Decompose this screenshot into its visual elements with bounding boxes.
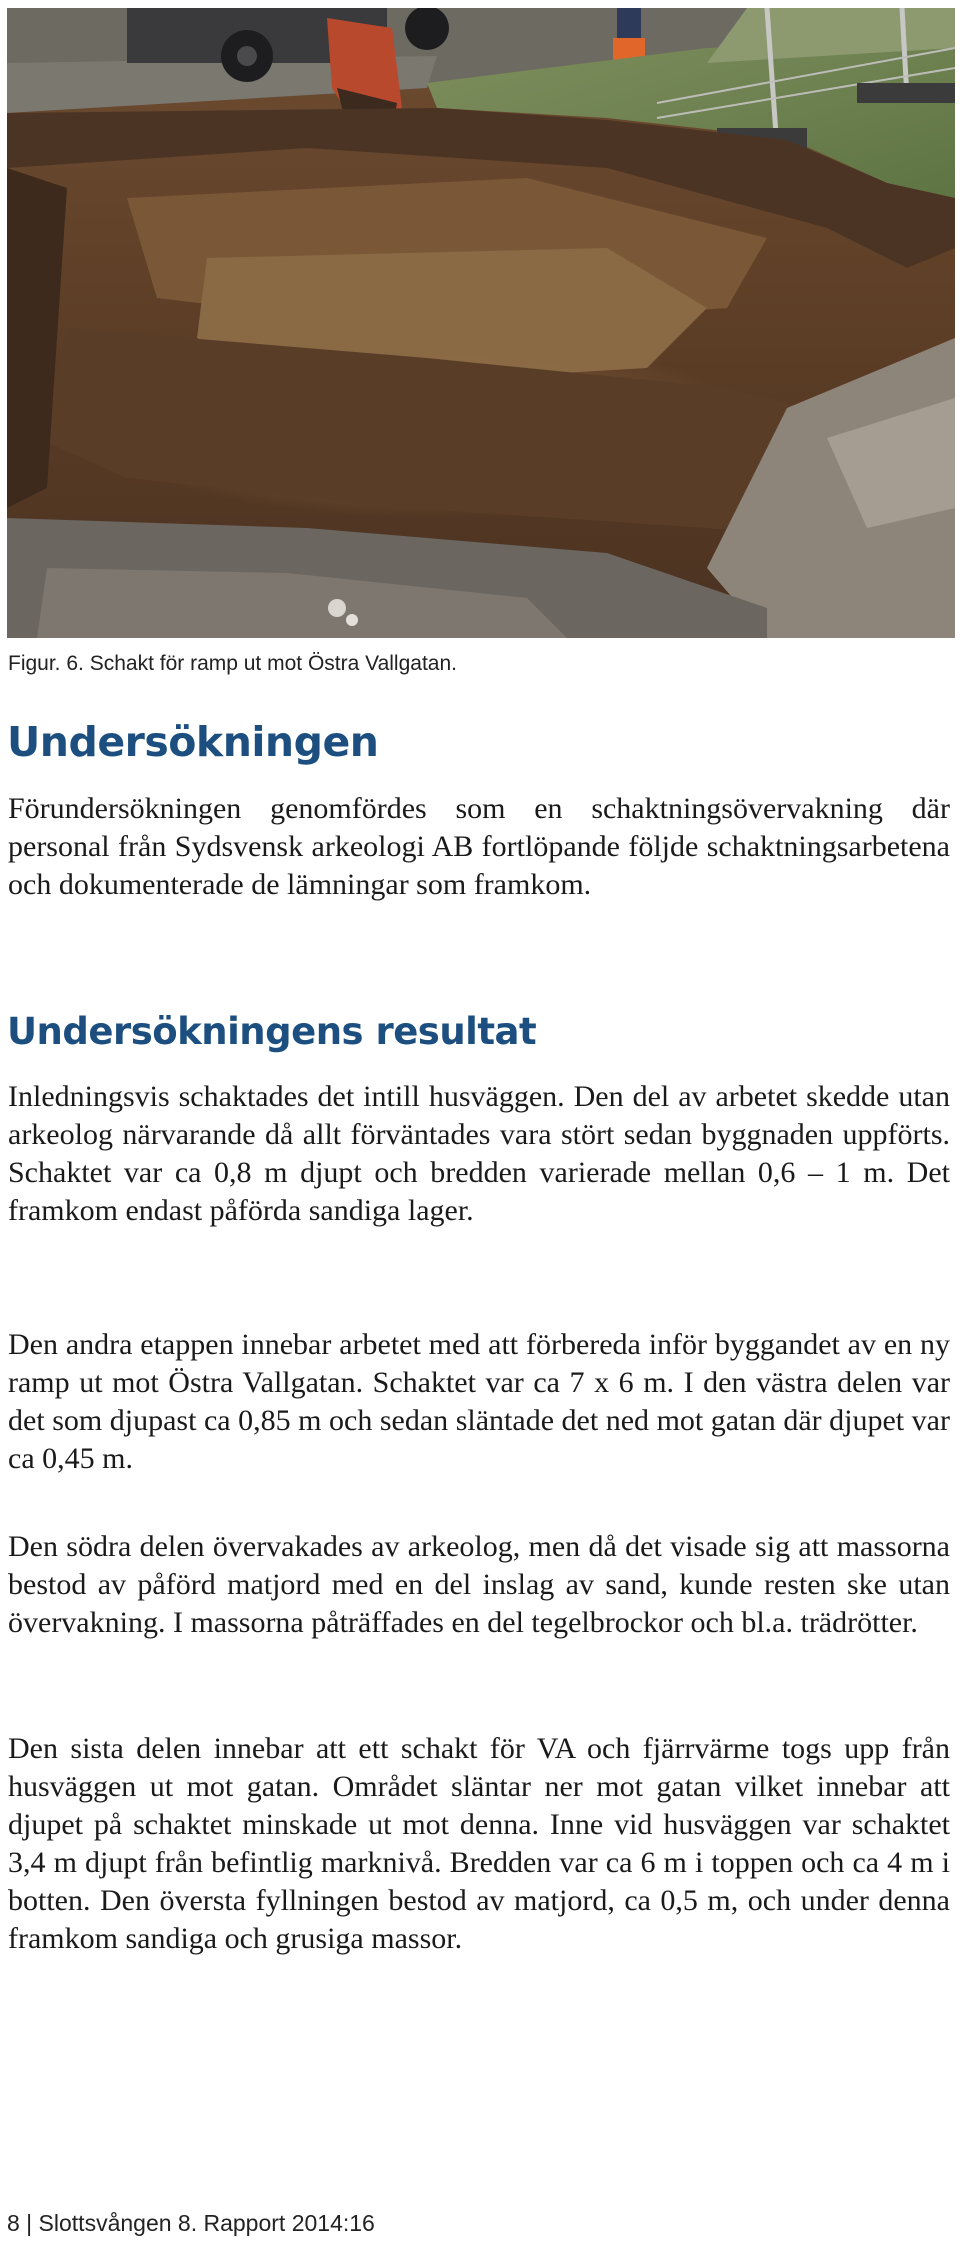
intro-paragraph: Förundersökningen genomfördes som en schaktningsövervakning där personal från Sydsvensk arkeologi AB fortlöpande följde schaktningsarbetena och dokumenterade de lämningar som framkom. [8,792,950,901]
section-heading: Undersökningen [7,718,379,766]
figure-caption: Figur. 6. Schakt för ramp ut mot Östra Vallgatan. [8,652,457,675]
excavation-photo [7,8,955,638]
page-footer: 8 | Slottsvången 8. Rapport 2014:16 [7,2210,375,2236]
results-heading: Undersökningens resultat [7,1010,537,1053]
results-paragraph-1: Inledningsvis schaktades det intill husväggen. Den del av arbetet skedde utan arkeolog närvarande då allt förväntades vara stört sedan byggnaden uppförts. Schaktet var ca 0,8 m djupt och bredden varierade mellan 0,6 – 1 m. Det framkom endast påförda sandiga lager. [8,1080,950,1227]
results-paragraph-2: Den andra etappen innebar arbetet med att förbereda inför byggandet av en ny ramp ut mot Östra Vallgatan. Schaktet var ca 7 x 6 m. I den västra delen var det som djupast ca 0,85 m och sedan släntade det ned mot gatan där djupet var ca 0,45 m. [8,1328,950,1475]
results-paragraph-4: Den sista delen innebar att ett schakt för VA och fjärrvärme togs upp från husväggen ut mot gatan. Området släntar ner mot gatan vilket innebar att djupet på schaktet minskade ut mot denna. Inne vid husväggen var schaktet 3,4 m djupt från befintlig marknivå. Bredden var ca 6 m i toppen och ca 4 m i botten. Den översta fyllningen bestod av matjord, ca 0,5 m, och under denna framkom sandiga och grusiga massor. [8,1732,950,1955]
results-paragraph-3: Den södra delen övervakades av arkeolog, men då det visade sig att massorna bestod av påförd matjord med en del inslag av sand, kunde resten ske utan övervakning. I massorna påträffades en del tegelbrockor och bl.a. trädrötter. [8,1530,950,1639]
